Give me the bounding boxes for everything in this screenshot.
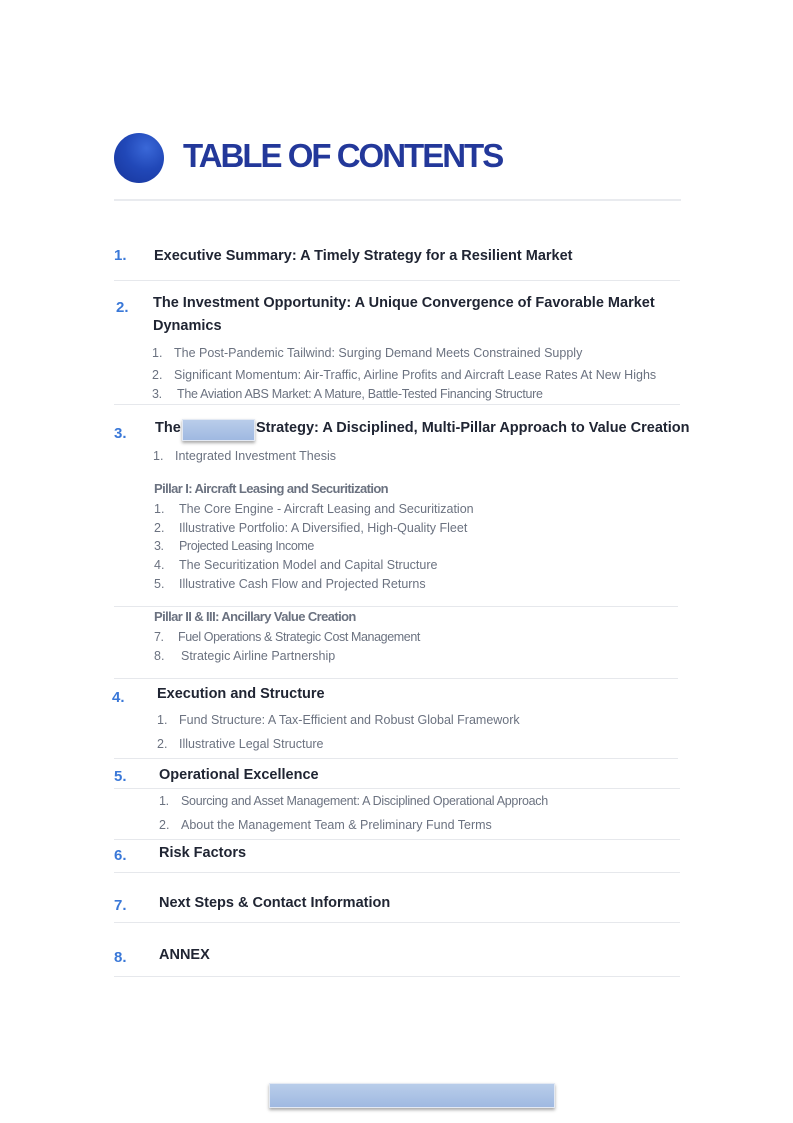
- divider: [114, 976, 680, 977]
- section-number: 6.: [114, 847, 127, 864]
- subitem-number: 3.: [154, 539, 164, 553]
- toc-subitem[interactable]: [154, 520, 467, 536]
- section-title-investment-opportunity[interactable]: The Investment Opportunity: A Unique Convergence of Favorable Market Dynamics: [153, 295, 655, 334]
- subitem-number: 2.: [152, 368, 163, 382]
- section-number: 2.: [116, 299, 129, 316]
- divider: [114, 872, 680, 873]
- divider: [114, 678, 678, 679]
- section-number: 7.: [114, 897, 127, 914]
- divider: [114, 922, 680, 923]
- divider: [114, 404, 680, 405]
- toc-subitem[interactable]: [154, 538, 314, 554]
- section-number: 3.: [114, 425, 127, 442]
- section-title-execution-structure[interactable]: Execution and Structure: [157, 686, 325, 702]
- subitem-label: Illustrative Portfolio: A Diversified, High-Quality Fleet: [179, 521, 468, 535]
- section-title-executive-summary[interactable]: Executive Summary: A Timely Strategy for a Resilient Market: [154, 248, 573, 264]
- title-divider: [114, 199, 681, 201]
- subitem-number: 2.: [157, 737, 168, 751]
- redaction-block: [182, 419, 255, 441]
- page-title: TABLE OF CONTENTS: [183, 137, 503, 174]
- section-number: 5.: [114, 768, 127, 785]
- subitem-number: 4.: [154, 558, 165, 572]
- toc-subitem[interactable]: [152, 367, 656, 383]
- subitem-number: 8.: [154, 649, 165, 663]
- section-title-operational-excellence[interactable]: Operational Excellence: [159, 767, 319, 783]
- subitem-number: 7.: [154, 630, 164, 644]
- pillar-heading: Pillar I: Aircraft Leasing and Securitization: [154, 481, 389, 496]
- section-number: 4.: [112, 689, 125, 706]
- subitem-label: The Aviation ABS Market: A Mature, Battle-Tested Financing Structure: [177, 387, 543, 401]
- subitem-number: 1.: [159, 794, 169, 808]
- title-circle-icon: [114, 133, 164, 183]
- subitem-number: 2.: [154, 521, 165, 535]
- subitem-label: Fund Structure: A Tax-Efficient and Robust Global Framework: [179, 713, 520, 727]
- toc-subitem[interactable]: [153, 448, 336, 464]
- pillar-heading: Pillar II & III: Ancillary Value Creation: [154, 609, 356, 624]
- section-number: 8.: [114, 949, 127, 966]
- section-number: 1.: [114, 247, 127, 264]
- section-title-risk-factors[interactable]: Risk Factors: [159, 845, 247, 861]
- subitem-label: Illustrative Legal Structure: [179, 737, 324, 751]
- toc-subitem[interactable]: [154, 501, 474, 517]
- section-title-annex[interactable]: ANNEX: [159, 947, 210, 963]
- subitem-label: Projected Leasing Income: [179, 539, 314, 553]
- toc-subitem[interactable]: [157, 736, 324, 752]
- toc-subitem[interactable]: [159, 793, 548, 809]
- section-title-next-steps[interactable]: Next Steps & Contact Information: [159, 895, 391, 911]
- section-title-strategy-start[interactable]: The: [155, 420, 181, 436]
- toc-subitem[interactable]: [154, 576, 426, 592]
- subitem-number: 3.: [152, 387, 162, 401]
- footer-redaction-block: [269, 1083, 555, 1108]
- toc-subitem[interactable]: [152, 386, 543, 402]
- divider: [114, 280, 680, 281]
- subitem-label: Sourcing and Asset Management: A Disciplined Operational Approach: [181, 794, 548, 808]
- subitem-number: 1.: [157, 713, 168, 727]
- subitem-label: Illustrative Cash Flow and Projected Returns: [179, 577, 426, 591]
- divider: [114, 606, 678, 607]
- subitem-label: Significant Momentum: Air-Traffic, Airline Profits and Aircraft Lease Rates At New Highs: [174, 368, 657, 382]
- subitem-label: Fuel Operations & Strategic Cost Management: [178, 630, 420, 644]
- subitem-label: The Securitization Model and Capital Structure: [179, 558, 438, 572]
- subitem-number: 1.: [154, 502, 165, 516]
- subitem-label: About the Management Team & Preliminary Fund Terms: [181, 818, 492, 832]
- toc-subitem[interactable]: [154, 557, 437, 573]
- subitem-number: 1.: [152, 346, 163, 360]
- divider: [114, 788, 680, 789]
- toc-subitem[interactable]: [154, 648, 335, 664]
- subitem-label: Strategic Airline Partnership: [181, 649, 336, 663]
- subitem-label: The Post-Pandemic Tailwind: Surging Demand Meets Constrained Supply: [174, 346, 583, 360]
- toc-subitem[interactable]: [159, 817, 492, 833]
- subitem-label: The Core Engine - Aircraft Leasing and Securitization: [179, 502, 474, 516]
- divider: [114, 839, 680, 840]
- subitem-number: 2.: [159, 818, 170, 832]
- section-title-strategy-end[interactable]: Strategy: A Disciplined, Multi-Pillar Approach to Value Creation: [256, 420, 690, 436]
- toc-subitem[interactable]: [154, 629, 420, 645]
- divider: [114, 758, 678, 759]
- subitem-number: 1.: [153, 449, 164, 463]
- toc-subitem[interactable]: [152, 345, 582, 361]
- subitem-label: Integrated Investment Thesis: [175, 449, 336, 463]
- toc-subitem[interactable]: [157, 712, 520, 728]
- subitem-number: 5.: [154, 577, 165, 591]
